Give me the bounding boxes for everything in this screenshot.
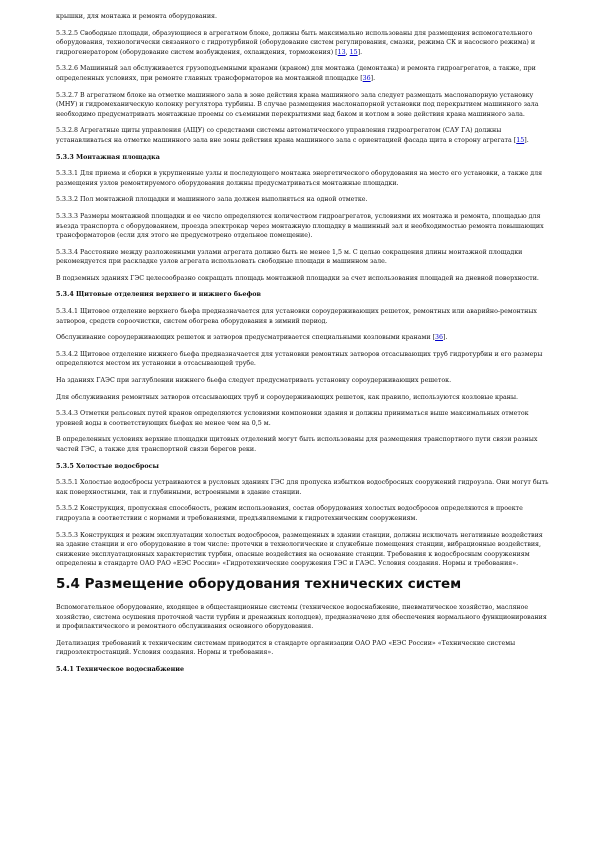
- paragraph: [56, 350, 551, 369]
- reference-link[interactable]: 36: [362, 74, 371, 82]
- paragraph: [56, 333, 551, 343]
- subsection-heading: 5.3.3 Монтажная площадка: [56, 152, 160, 161]
- paragraph: [56, 64, 551, 83]
- paragraph-text: ].: [357, 48, 363, 56]
- paragraph: [56, 307, 551, 326]
- paragraph-text: В подземных зданиях ГЭС целесообразно сокращать площадь монтажной площадки за счет использования площадей на дневной поверхности.: [56, 274, 539, 282]
- paragraph: [56, 169, 551, 188]
- paragraph: [56, 212, 551, 241]
- paragraph: [56, 12, 551, 22]
- paragraph: [56, 504, 551, 523]
- paragraph: [56, 91, 551, 120]
- paragraph-text: 5.3.5.2 Конструкция, пропускная способность, режим использования, состав оборудования холостых водосбросов определяются в проекте гидроузла в соответствии с нормами и требованиями, предъявляемыми к гидротехническим сооружениям.: [56, 505, 523, 522]
- paragraph-text: 5.3.4.2 Щитовое отделение нижнего бьефа предназначается для установки ремонтных затворов отсасывающих труб гидротурбин и его размеры определяются местом их установки в отсасывающей трубе.: [56, 350, 543, 368]
- paragraph: [56, 393, 551, 403]
- paragraph: [56, 478, 551, 497]
- paragraph-text: 5.3.5.3 Конструкция и режим эксплуатации холостых водосбросов, размещенных в здании станции, должны исключать негативные воздействия на здание станции и его оборудование в том числе: протечки в технологические и служебные помещения станции, вибрационные воздействия, снижение эксплуатационных характеристик турбин, опасные воздействия на основание станции. Требования к водосбросным сооружениям определены в стандарте ОАО РАО «ЕЭС России» «Гидротехнические сооружения ГЭС и ГАЭС. Условия создания. Нормы и требования».: [56, 531, 543, 568]
- subsection-heading: 5.3.4 Щитовые отделения верхнего и нижнего бьефов: [56, 290, 261, 299]
- paragraph-text: ].: [370, 74, 376, 82]
- paragraph-text: 5.3.2.7 В агрегатном блоке на отметке машинного зала в зоне действия крана машинного зала следует размещать маслонапорную установку (МНУ) и гидромеханическую колонку регулятора турбины. В случае размещения маслонапорной установки под перекрытием машинного зала необходимо предусматривать монтажные проемы со съемными перекрытиями над баком и котлом в зоне действия крана машинного зала.: [56, 91, 539, 118]
- paragraph-text: крышки, для монтажа и ремонта оборудования.: [56, 13, 218, 20]
- reference-link[interactable]: 15: [349, 48, 358, 56]
- paragraph: [56, 195, 551, 205]
- section-heading: 5.4 Размещение оборудования технических систем: [56, 575, 462, 592]
- paragraph: [56, 126, 551, 145]
- reference-link[interactable]: 15: [516, 136, 525, 144]
- paragraph-text: 5.3.4.1 Щитовое отделение верхнего бьефа предназначается для установки сороудерживающих решеток, ремонтных или аварийно-ремонтных затворов, средств сороочистки, систем обогрева оборудования в зимний период.: [56, 308, 537, 325]
- paragraph: [56, 29, 551, 58]
- paragraph: [56, 639, 551, 658]
- paragraph-text: На зданиях ГАЭС при заглублении нижнего бьефа следует предусматривать установку сороудерживающих решеток.: [56, 377, 452, 385]
- paragraph: [56, 248, 551, 267]
- paragraph: [56, 409, 551, 428]
- paragraph: [56, 603, 551, 632]
- paragraph-text: ].: [524, 136, 529, 144]
- paragraph-text: 5.3.4.3 Отметки рельсовых путей кранов определяются условиями компоновки здания и должны приниматься выше максимальных отметок уровней воды в соответствующих бьефах не менее чем на 0,5 м.: [56, 410, 529, 427]
- paragraph-text: Для обслуживания ремонтных затворов отсасывающих труб и сороудерживающих решеток, как правило, используются козловые краны.: [56, 393, 518, 401]
- paragraph-text: 5.3.2.6 Машинный зал обслуживается грузоподъемными кранами (краном) для монтажа (демонтажа) и ремонта гидроагрегатов, а также, при определенных условиях, при ремонте главных трансформаторов на монтажной площадке [: [56, 65, 536, 82]
- paragraph-text: Вспомогательное оборудование, входящее в общестанционные системы (техническое водоснабжение, пневматическое хозяйство, масляное хозяйство, система осушения проточной части турбин и дренажных колодцев), предназначено для обеспечения нормального функционирования и профилактического и ремонтного обслуживания основного оборудования.: [56, 603, 547, 631]
- subsection-heading: 5.4.1 Техническое водоснабжение: [56, 664, 185, 673]
- paragraph: [56, 274, 551, 284]
- paragraph-text: 5.3.3.1 Для приема и сборки в укрупненные узлы и последующего монтажа энергетического оборудования на место его установки, а также для размещения узлов ремонтируемого оборудования должны предусматриваться монтажные площадки.: [56, 170, 543, 187]
- paragraph: [56, 531, 551, 569]
- paragraph: [56, 376, 551, 386]
- reference-link[interactable]: 36: [435, 334, 444, 342]
- paragraph-text: ].: [443, 334, 448, 342]
- paragraph-text: ,: [345, 48, 350, 56]
- paragraph-text: 5.3.2.5 Свободные площади, образующиеся в агрегатном блоке, должны быть максимально использованы для размещения вспомогательного оборудования, технологически связанного с гидротурбиной (оборудование систем регулирования, смазки, режима СК и насосного режима) и гидрогенератором (оборудование систем возбуждения, охлаждения, торможения) [: [56, 29, 536, 56]
- paragraph-text: 5.3.3.3 Размеры монтажной площадки и ее число определяются количеством гидроагрегатов, условиями их монтажа и ремонта, площадью для въезда транспорта с оборудованием, проезда электрокар через монтажную площадку в машинный зал и необходимостью ремонта повышающих трансформаторов (если для этого не предусмотрено отдельное помещение).: [56, 212, 544, 240]
- paragraph-text: 5.3.2.8 Агрегатные щиты управления (АЩУ) со средствами системы автоматического управления гидроагрегатом (САУ ГА) должны устанавливаться на отметке машинного зала вне зоны действия крана машинного зала с ориентацией фасада щита в сторону агрегата [: [56, 127, 517, 144]
- paragraph-text: Обслуживание сороудерживающих решеток и затворов предусматривается специальными козловыми кранами [: [56, 334, 436, 342]
- paragraph-text: 5.3.3.4 Расстояние между разложенными узлами агрегата должно быть не менее 1,5 м. С целью сокращения длины монтажной площадки рекомендуется при раскладке узлов агрегата использовать свободные площади в машинном зале.: [56, 248, 523, 266]
- paragraph-text: 5.3.5.1 Холостые водосбросы устраиваются в русловых зданиях ГЭС для пропуска избытков водосбросных сооружений гидроузла. Они могут быть как поверхностными, так и глубинными, встроенными в здание станции.: [56, 479, 549, 496]
- paragraph-text: Детализация требований к техническим системам приводится в стандарте организации ОАО РАО «ЕЭС России» «Технические системы гидроэлектростанций. Условия создания. Нормы и требования».: [56, 639, 516, 657]
- paragraph-text: В определенных условиях верхние площадки щитовых отделений могут быть использованы для размещения транспортного пути связи разных частей ГЭС, а также для транспортной связи берегов реки.: [56, 436, 538, 453]
- paragraph-text: 5.3.3.2 Пол монтажной площадки и машинного зала должен выполняться на одной отметке.: [56, 196, 368, 204]
- subsection-heading: 5.3.5 Холостые водосбросы: [56, 461, 159, 470]
- paragraph: [56, 435, 551, 454]
- reference-link[interactable]: 13: [337, 48, 346, 56]
